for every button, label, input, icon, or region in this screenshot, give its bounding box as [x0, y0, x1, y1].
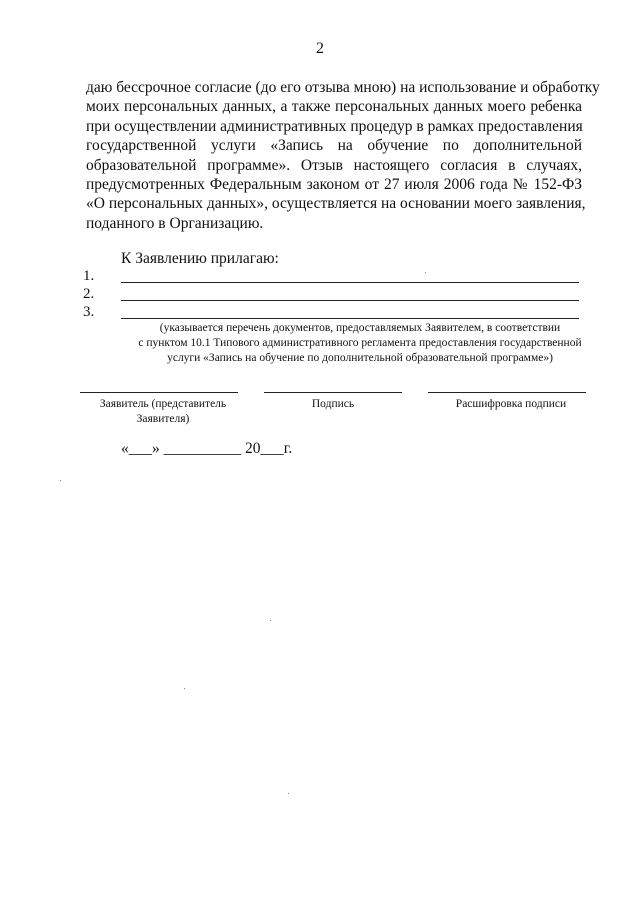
date-field[interactable]: «___» __________ 20___г. [121, 440, 293, 457]
applicant-label-line: Заявитель (представитель [99, 398, 227, 410]
signature-decoding-line[interactable] [428, 392, 586, 393]
attachment-number: 2. [83, 286, 95, 302]
attachments-heading: К Заявлению прилагаю: [121, 250, 279, 267]
scan-speck [270, 620, 271, 621]
attachment-blank-line[interactable] [121, 318, 579, 319]
consent-line: предусмотренных Федеральным законом от 27 июля 2006 года № 152-ФЗ [86, 176, 582, 194]
attachment-number: 3. [83, 304, 95, 320]
scan-speck [425, 272, 426, 273]
signature-label: Подпись [311, 398, 355, 410]
consent-line: образовательной программе». Отзыв настоящего согласия в случаях, [86, 156, 582, 174]
attachment-row-1 [83, 268, 579, 286]
applicant-label [93, 397, 233, 427]
attachment-blank-line[interactable] [121, 282, 579, 283]
consent-text [86, 78, 600, 233]
note-line: (указывается перечень документов, предоставляемых Заявителем, в соответствии [159, 322, 561, 334]
consent-line: государственной услуги «Запись на обучение по дополнительной [86, 137, 582, 155]
attachment-row-2 [83, 286, 579, 304]
signature-line[interactable] [264, 392, 402, 393]
decoding-label: Расшифровка подписи [455, 398, 567, 410]
scan-speck [288, 793, 289, 794]
note-line: услуги «Запись на обучение по дополнительной образовательной программе») [167, 352, 553, 364]
attachments-note [110, 321, 610, 366]
scan-speck [60, 480, 61, 481]
consent-line: поданного в Организацию. [86, 214, 264, 232]
page-number: 2 [316, 40, 324, 57]
consent-line: моих персональных данных, а также персональных данных моего ребенка [86, 98, 582, 116]
applicant-signature-line[interactable] [80, 392, 238, 393]
attachment-blank-line[interactable] [121, 300, 579, 301]
consent-line: «О персональных данных», осуществляется на основании моего заявления, [86, 195, 586, 213]
attachment-row-3 [83, 304, 579, 322]
note-line: с пунктом 10.1 Типового административного регламента предоставления государственной [138, 337, 582, 349]
attachment-number: 1. [83, 268, 95, 284]
applicant-label-line: Заявителя) [136, 413, 190, 425]
consent-line: даю бессрочное согласие (до его отзыва мною) на использование и обработку [86, 79, 600, 96]
consent-line: при осуществлении административных процедур в рамках предоставления [86, 117, 583, 135]
scan-speck [184, 688, 185, 689]
